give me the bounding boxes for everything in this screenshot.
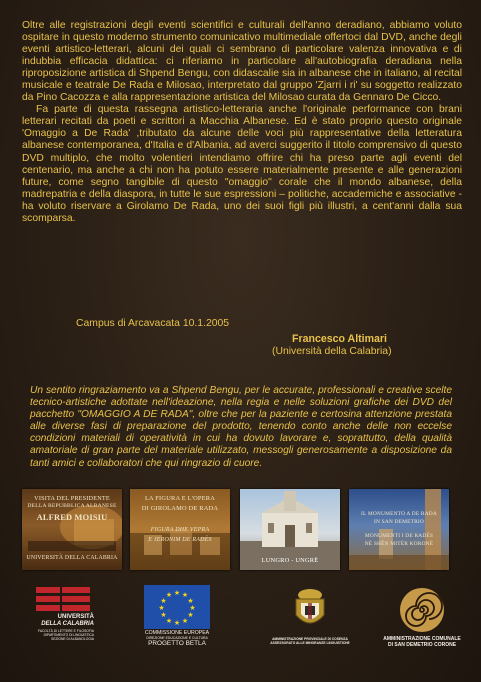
svg-text:★: ★: [181, 591, 189, 599]
thumbnail-monument: [349, 489, 449, 570]
intro-text: [22, 20, 462, 225]
paragraph-2: Fa parte di questa rassegna artistico-letteraria anche l'originale performance con brani letterari recitati da poeti e scrittori a Macchia Albanese. Ed è stato proprio questo originale 'Omaggio a De Rada' ,tributato da alcune delle voci più rappresentative della letteratura albanese contemporanea, d'Italia e d'Albania, ad averci suggerito il titolo comprensivo di questo DVD multiplo, che molto volentieri intendiamo offrire chi ha preso parte agli eventi del centenario, ma anche a chi non ha potuto essere materialmente presente e alle generazioni future, come segno tangibile di questo "omaggio" corale che il mondo albanese, della madrepatria e della diaspora, in tutte le sue espressioni – politiche, accademiche e associative - ha voluto riservare a Girolamo De Rada, uno dei suoi figli più illustri, a cent'anni dalla sua scomparsa.: [22, 104, 462, 224]
unical-line2: DELLA CALABRIA: [41, 621, 94, 627]
unical-line5: SEZIONE DI ALBANOLOGIA: [51, 637, 94, 641]
thumb4-line4: NË SHËN MITËR KORONË: [364, 541, 434, 547]
thumb4-line2: IN SAN DEMETRIO: [373, 519, 424, 525]
thumb2-line3: FIGURA DHE VEPRA: [150, 527, 210, 533]
acknowledgement-text: Un sentito ringraziamento va a Shpend Bengu, per le accurate, professionali e creative scelte tecnico-artistiche adottate nell'ideazione, nella regia e nelle soluzioni grafiche dei DVD del pacchetto "OMAGGIO A DE RADA", oltre che per la paziente e certosina attenzione prestata alle diverse fasi di preparazione del prodotto, tenendo conto anche delle non eccelse condizioni materiali di operatività in cui ha dovuto lavorare e, soprattutto, della qualità amatoriale di gran parte del materiale utilizzato, messogli generosamente a disposizione da tanti amici e collaboratori che qui ringrazio di cuore.: [30, 385, 452, 469]
coat-of-arms-icon: [290, 587, 330, 631]
thumb1-line4: UNIVERSITÀ DELLA CALABRIA: [26, 555, 118, 561]
svg-text:★: ★: [160, 611, 167, 619]
european-commission-logo: [142, 585, 212, 647]
eu-line3: PROGETTO BETLA: [148, 640, 206, 647]
spiral-emblem-icon: [398, 586, 446, 634]
comune-san-demetrio-logo: [380, 586, 464, 648]
thumbnail-presidential-visit: [22, 489, 122, 570]
unical-line1: UNIVERSITÀ: [57, 614, 94, 620]
eu-line2: DIREZIONE EDUCAZIONE E CULTURA: [146, 636, 208, 640]
unical-line3: FACOLTÀ DI LETTERE E FILOSOFIA: [38, 629, 94, 633]
comune-line2: DI SAN DEMETRIO CORONE: [387, 642, 457, 648]
svg-text:★: ★: [158, 604, 165, 612]
svg-text:★: ★: [165, 591, 173, 599]
svg-text:★: ★: [187, 611, 194, 619]
signature-place-date: Campus di Arcavacata 10.1.2005: [76, 318, 230, 329]
thumb4-line3: MONUMENTI I DE RADËS: [364, 533, 434, 539]
svg-text:★: ★: [165, 617, 173, 625]
signature-name: Francesco Altimari: [292, 333, 387, 345]
unical-logo: [36, 585, 94, 645]
thumb1-line2: DELLA REPUBBLICA ALBANESE: [27, 503, 117, 509]
thumb2-line2: DI GIROLAMO DE RADA: [141, 505, 219, 512]
eu-flag-icon: [144, 585, 214, 629]
svg-text:★: ★: [173, 619, 181, 627]
comune-line1: AMMINISTRAZIONE COMUNALE: [383, 636, 461, 642]
thumbnail-lungro: [240, 489, 340, 570]
svg-text:★: ★: [187, 597, 194, 605]
thumb4-line1: IL MONUMENTO A DE RADA: [361, 511, 437, 517]
thumb2-line1: LA FIGURA E L'OPERA: [144, 495, 216, 502]
svg-text:★: ★: [189, 604, 196, 612]
thumb3-line1: LUNGRO - UNGRË: [261, 557, 319, 564]
provincia-cosenza-logo: [268, 587, 352, 649]
svg-text:★: ★: [160, 597, 167, 605]
signature-affiliation: (Università della Calabria): [272, 346, 392, 357]
svg-text:★: ★: [173, 589, 181, 597]
provincia-line1: AMMINISTRAZIONE PROVINCIALE DI COSENZA: [272, 637, 348, 641]
monument-image: [349, 489, 449, 570]
thumb1-line3: ALFRED MOISIU: [36, 513, 108, 522]
svg-text:★: ★: [181, 617, 189, 625]
thumb2-line4: E JERONIM DE RADËS: [148, 537, 212, 543]
eu-line1: COMMISSIONE EUROPEA: [144, 630, 210, 636]
unical-line4: DIPARTIMENTO DI LINGUISTICA: [43, 633, 94, 637]
thumb1-line1: VISITA DEL PRESIDENTE: [34, 495, 110, 502]
paragraph-1: Oltre alle registrazioni degli eventi scientifici e culturali dell'anno deradiano, abbiamo voluto ospitare in questo moderno strumento comunicativo multimediale offertoci dal DVD, anche degli eventi artistico-letterari, alcuni dei quali ci sembrano di particolare valenza innovativa e di indubbia efficacia didattica: ci riferiamo in particolare all'autobiografia deradiana nella riproposizione artistica di Shpend Bengu, con didascalie sia in albanese che in italiano, al recital musicale e teatrale De Rada e Milosao, interpretato dal gruppo 'Zjarri i ri' su soggetto realizzato da Pino Cacozza e alla rappresentazione artistica del Milosao curata da Gennaro De Cicco.: [22, 20, 462, 104]
provincia-line2: ASSESSORATO ALLE MINORANZE LINGUISTICHE: [270, 641, 350, 645]
thumbnail-de-rada-work: [130, 489, 230, 570]
